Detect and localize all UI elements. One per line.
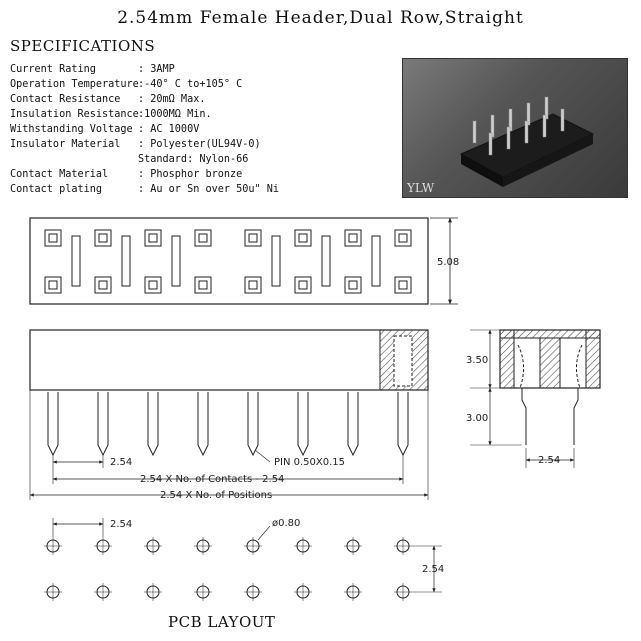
spec-label: Contact plating [10, 184, 103, 195]
pcb-centerlines [44, 537, 412, 601]
dim-side-height: 3.50 [466, 355, 489, 366]
pcb-holes [47, 540, 409, 598]
dim-positions: 2.54 X No. of Positions [160, 490, 273, 501]
dim-pcb-pitch-y: 2.54 [422, 564, 445, 575]
dim-pitch: 2.54 [110, 457, 133, 468]
spec-label: Withstanding Voltage [10, 124, 133, 135]
spec-value: : 3AMP [138, 64, 175, 75]
pcb-layout-label: PCB LAYOUT [168, 613, 276, 631]
page-title: 2.54mm Female Header,Dual Row,Straight [117, 8, 524, 28]
dim-height-top: 5.08 [437, 257, 460, 268]
spec-value: : Phosphor bronze [138, 169, 243, 180]
top-view [30, 218, 458, 304]
spec-value: : Au or Sn over 50u" Ni [138, 184, 280, 195]
dim-side-pitch: 2.54 [538, 455, 561, 466]
spec-label: Contact Material [10, 169, 109, 180]
pcb-layout [44, 518, 445, 601]
dim-contacts: 2.54 X No. of Contacts - 2.54 [140, 474, 285, 485]
photo-tag: YLW [407, 181, 435, 195]
spec-label: Insulator Material [10, 139, 121, 150]
spec-label: Insulation Resistance [10, 109, 139, 120]
top-view-slots [72, 236, 380, 286]
dim-pcb-pitch-x: 2.54 [110, 519, 133, 530]
front-view-pins [48, 392, 408, 455]
spec-label: Current Rating [10, 64, 96, 75]
spec-value: :1000MΩ Min. [138, 109, 212, 120]
spec-value: :-40° C to+105° C [138, 79, 243, 90]
spec-value: : 20mΩ Max. [138, 94, 206, 105]
spec-label: Contact Resistance [10, 94, 121, 105]
side-view [470, 330, 600, 468]
spec-value: : Polyester(UL94V-0) [138, 139, 261, 150]
dim-hole: ø0.80 [272, 518, 301, 529]
spec-heading: SPECIFICATIONS [10, 37, 156, 55]
dim-pin: PIN 0.50X0.15 [274, 457, 346, 468]
spec-label: Operation Temperature [10, 79, 139, 90]
top-view-pins [45, 230, 411, 293]
dim-side-tail: 3.00 [466, 413, 489, 424]
spec-value: Standard: Nylon-66 [138, 154, 249, 165]
spec-value: : AC 1000V [138, 124, 200, 135]
